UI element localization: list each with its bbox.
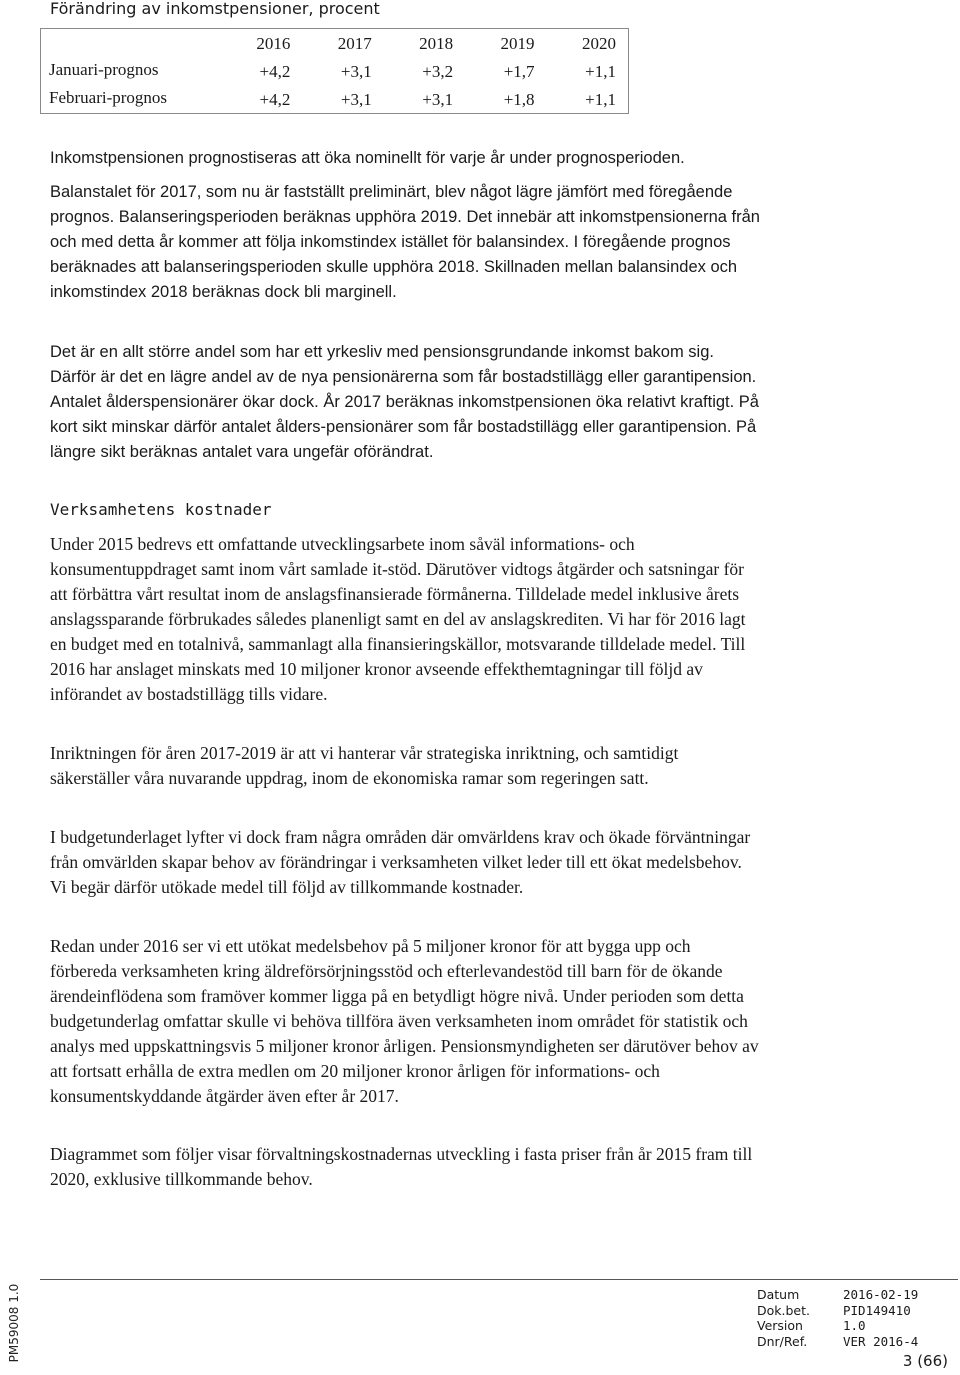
paragraph: Inkomstpensionen prognostiseras att öka nominellt för varje år under prognosperioden. [50,149,685,167]
meta-key: Datum [757,1287,800,1302]
meta-value: VER 2016-4 [843,1333,919,1349]
table-cell: +3,1 [340,62,372,81]
table-cell: +1,1 [585,62,616,81]
meta-key: Version [757,1318,803,1333]
paragraph: Diagrammet som följer visar förvaltningskostnadernas utveckling i fasta priser från år 2015 fram till 2020, exklusive tillkommande behov. [50,1144,753,1189]
table-caption: Förändring av inkomstpensioner, procent [50,0,380,18]
footer-metadata [757,1287,918,1349]
paragraph: Inriktningen för åren 2017-2019 är att vi hanterar vår strategiska inriktning, och samtidigt säkerställer våra nuvarande uppdrag, inom de ekonomiska ramar som regeringen satt. [50,743,679,788]
table-cell: +3,1 [340,90,372,109]
table-row [41,57,629,85]
row-label: Januari-prognos [49,60,159,79]
section-heading: Verksamhetens kostnader [50,500,272,519]
table-cell: +3,1 [422,90,454,109]
table-cell: +4,2 [259,90,291,109]
row-label: Februari-prognos [49,88,168,107]
year-header: 2019 [500,34,535,53]
meta-value: 2016-02-19 [843,1287,919,1302]
footer-divider [40,1279,958,1280]
table-row [41,85,629,114]
meta-value: PID149410 [843,1302,911,1318]
meta-row [757,1334,918,1350]
forecast-table [40,28,629,114]
meta-key: Dnr/Ref. [757,1333,808,1349]
paragraph: I budgetunderlaget lyfter vi dock fram några områden där omvärldens krav och ökade förväntningar från omvärlden skapar behov av förändringar i verksamheten vilket leder till ett ökat medelsbehov. Vi begär därför utökade medel till följd av tillkommande kostnader. [50,827,751,897]
paragraph: Redan under 2016 ser vi ett utökat medelsbehov på 5 miljoner kronor för att bygga upp och förbereda verksamheten kring äldreförsörjningsstöd och efterlevandestöd till barn för de ökande ärendeinflödena som framöver kommer ligga på en betydligt högre nivå. Under perioden som detta budgetunderlag omfattar skulle vi behöva tillföra även verksamheten inom området för statistik och analys med uppskattningsvis 5 miljoner kronor årligen. Pensionsmyndigheten ser därutöver behov av att fortsatt erhålla de extra medlen om 20 miljoner kronor årligen för informations- och konsumentskyddande åtgärder även efter år 2017. [50,936,759,1106]
table-corner-cell [41,29,221,58]
paragraph: Under 2015 bedrevs ett omfattande utvecklingsarbete inom såväl informations- och konsumentuppdraget samt inom vårt samlade it-stöd. Därutöver vidtogs åtgärder och satsningar för att förbättra vårt resultat inom de anslagsfinansierade förmånerna. Tilldelade medel inklusive årets anslagssparande förbrukades således planenligt samt en del av anslagskrediten. Vi har för 2016 lagt en budget med en totalnivå, sammanlagt alla finansieringskällor, motsvarande tilldelade medel. Till 2016 har anslaget minskats med 10 miljoner kronor avseende effekthemtagningar till följd av införandet av bostadstillägg tills vidare. [50,534,746,704]
paragraph: Balanstalet för 2017, som nu är fastställt preliminärt, blev något lägre jämfört med föregående prognos. Balanseringsperioden beräknas upphöra 2019. Det innebär att inkomstpensionerna från och med detta år kommer att följa inkomstindex istället för balansindex. I föregående prognos beräknades att balanseringsperioden skulle upphöra 2018. Skillnaden mellan balansindex och inkomstindex 2018 beräknas dock bli marginell. [50,183,760,301]
table-cell: +1,1 [585,90,616,109]
meta-row [757,1303,918,1319]
table-header-row [41,29,629,58]
meta-row [757,1287,918,1303]
year-header: 2018 [419,34,454,53]
table-cell: +1,7 [503,62,535,81]
meta-key: Dok.bet. [757,1302,810,1318]
paragraph: Det är en allt större andel som har ett yrkesliv med pensionsgrundande inkomst bakom sig. Därför är det en lägre andel av de nya pensionärerna som får bostadstillägg eller garantipension. Antalet ålderspensionärer ökar dock. År 2017 beräknas inkomstpensionen öka relativt kraftigt. På kort sikt minskar därför antalet ålders-pensionärer som får bostadstillägg eller garantipension. På längre sikt beräknas antalet vara ungefär oförändrat. [50,343,759,461]
meta-row [757,1318,918,1334]
document-template-id: PM59008 1.0 [7,1283,21,1363]
page-number: 3 (66) [902,1352,948,1370]
table-cell: +1,8 [503,90,535,109]
table-cell: +4,2 [259,62,291,81]
year-header: 2016 [256,34,291,53]
year-header: 2017 [337,34,372,53]
table-cell: +3,2 [422,62,454,81]
meta-value: 1.0 [843,1318,866,1333]
year-header: 2020 [582,34,616,53]
